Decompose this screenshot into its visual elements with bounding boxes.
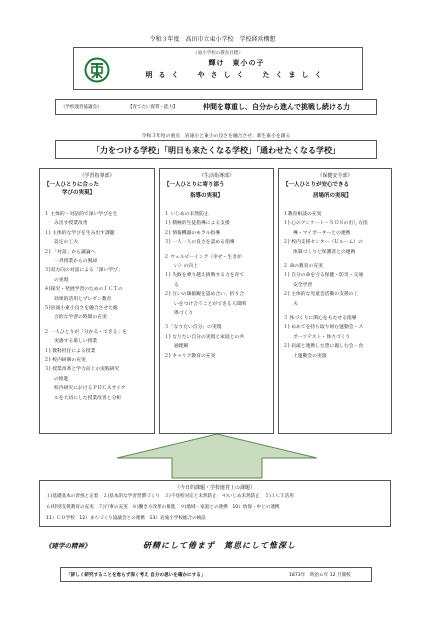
education-goal-box [73, 47, 363, 90]
column-item: ２ 命の教育の充実 [283, 264, 323, 269]
focus-text: 「力をつける学校」「明日も来たくなる学校」「通わせたくなる学校」 [92, 146, 340, 155]
column-item: ３)双方向の対話による「深い学び」 [44, 268, 123, 274]
column-item: の推進 [54, 376, 69, 382]
column-subtitle: 指導の実現】 [190, 193, 224, 199]
column-item: １) 主体的な学びを生み出す課題 [44, 230, 115, 236]
column-item: 実感する楽しい授業 [54, 339, 98, 345]
column-subtitle: 【一人ひとりが安心できる [283, 182, 350, 188]
column-item: ３「なりたい自分」の実現 [164, 325, 222, 331]
column-item: ２) 互いの価値観を認め合い、折り合 [164, 292, 245, 298]
issues-head: 《今日的課題・学校運営上の課題》 [174, 485, 255, 491]
council-label: 《学校運営協議会》 [61, 105, 102, 110]
school-emblem-icon [84, 57, 110, 83]
column-health-safety [278, 168, 392, 434]
target-ability-box [55, 99, 377, 115]
founding-spirit-text: 研精にして倦まず 篤思にして惟深し [143, 541, 296, 550]
founded-year: 1873年 明治６年 12 月開校 [289, 573, 351, 578]
issue-line: ６)特別支援教育の充実 ７)行事の充実 ８)働き方改革の推進 ９)地域・家庭との連携 10）幼保・中との連携 [46, 505, 280, 510]
column-item: １ 主体的・対話的で深い学びを生 [44, 212, 118, 217]
column-item: 体制づくりと保護者との連携 [293, 249, 356, 255]
focus-box [55, 140, 377, 159]
column-item: 効果的活用とプレゼン教育 [54, 296, 112, 302]
target-ability-text: 仲間を尊重し、自分から進んで挑戦し続ける力 [203, 103, 350, 111]
page-title: 令和３年度 高田市立東小学校 学校経営構想 [149, 36, 276, 43]
column-item: ２) 情報機器のモラル指導 [164, 230, 221, 236]
column-item: ２ ウェルビーイング（幸せ・生きが [164, 254, 242, 260]
column-item: １ いじめの未然防止 [164, 212, 209, 217]
column-item: 安全学習 [293, 282, 313, 288]
column-item: み出す授業改善 [54, 221, 88, 227]
issue-line: １)基礎基本の習熟と定着 ２)基本的な学習習慣づくり ３)不登校対応と未然防止 ４)いじめ未然防止 ５)ＩＣＴ活用 [46, 494, 294, 499]
column-subtitle: 居場所の実現】 [313, 193, 352, 199]
column-item: 一斉授業からの脱却 [54, 259, 98, 264]
column-item: １) 心のアンケート・ＳＯＳの出し方指 [283, 221, 368, 227]
up-arrow-icon [112, 432, 322, 480]
column-head: 《保健安全部》 [317, 173, 353, 179]
column-subtitle: 【一人ひとりに合った [44, 182, 100, 188]
school-motto: 輝け 東小の子 [208, 59, 265, 67]
column-item: １教育相談の充実 [283, 212, 322, 217]
column-item: ２) 主体的な児童会活動の支援の工 [283, 292, 359, 298]
column-item: 合的な学習の時間の充実 [54, 315, 107, 321]
column-item: ５)岩滝小東小良さを融合させた総 [44, 306, 118, 311]
column-item: 通理解 [174, 344, 189, 350]
column-item: いをつけ合うことができる人間関 [174, 301, 246, 307]
column-item: 夫 [293, 301, 298, 307]
founding-spirit-label: 《建学の精神》 [45, 542, 91, 550]
column-item: い）の向上 [174, 264, 198, 269]
column-item: １) めあてを持ち取り組む運動会・ス [283, 325, 364, 331]
column-item: ２) キャリア教育の充実 [164, 353, 216, 359]
column-item: る [174, 282, 179, 288]
column-item: ３) 一人一人の良さを認める指導 [164, 240, 235, 246]
column-item: ２ 一人ひとりが「分かる・できる」を [44, 329, 128, 335]
ability-label: 【育てたい資質・能力】 [128, 105, 178, 110]
column-life [159, 168, 274, 434]
column-head: 《生活指導部》 [198, 173, 234, 179]
column-item: ２) 「対話」から議論へ [44, 249, 96, 255]
column-item: １) 失敗を乗り越え挑戦する力を育て [164, 273, 245, 279]
column-item: 係づくり [174, 311, 194, 316]
column-item: の実現 [54, 277, 69, 283]
column-item: ２) 校内支援センター（Ｕルーム）の [283, 240, 363, 246]
column-item: ポーツテスト・体力づくり [293, 334, 351, 340]
column-item: １) 教科担任による授業 [44, 348, 96, 354]
school-motto-sub: 明るく やさしく たくましく [145, 71, 328, 79]
footer-quote: 「詳しく研究することを怠らず深く考え 自分の思いを確かにする」 [66, 573, 206, 578]
focus-label: 令和３年度の重点 岩滝小と東小の良さを融合させ、新生東小を創る [141, 134, 291, 139]
column-head: 《学習指導部》 [79, 173, 115, 179]
column-subtitle: 学びの実現】 [62, 190, 96, 196]
column-item: ３ 体づくりに関心をもたせる指導 [283, 316, 357, 321]
column-item: ２) 校内研修の充実 [44, 358, 86, 363]
column-learning [39, 168, 155, 434]
column-item: 校内研究におけるＰＤＣＡサイク [54, 386, 126, 392]
issue-line: 11）ＵＤ学校 12）まちづくり協議会との連携 13）岩滝小学校総合の検証 [46, 516, 206, 521]
founding-spirit [39, 539, 391, 557]
education-goal-label: 《東小学校の教育目標》 [193, 51, 243, 56]
column-item: 設定の工夫 [54, 240, 78, 246]
issues-box [39, 480, 391, 527]
column-item: 上運動会の実施 [293, 353, 327, 359]
footer-box [60, 567, 372, 582]
column-item: １) なりたい自分の実現と家庭との共 [164, 334, 245, 340]
column-item: ルを大切にした授業改善と分析 [54, 395, 122, 401]
column-item: １) 自分の命を守る保健・防災・交通 [283, 273, 364, 279]
column-subtitle: 【一人ひとりに寄り添う [164, 182, 225, 188]
column-item: １) 積極的生徒指導による支援 [164, 221, 230, 227]
column-item: 導・マイポーターとの連携 [293, 230, 351, 236]
column-item: ３) 授業改革と学力向上の実践研究 [44, 367, 120, 373]
column-item: ４)探究・発展学習のためのＩＣＴの [44, 287, 123, 293]
column-item: ２) 岩滝と連携した豊に親しむ会・食 [283, 344, 364, 350]
